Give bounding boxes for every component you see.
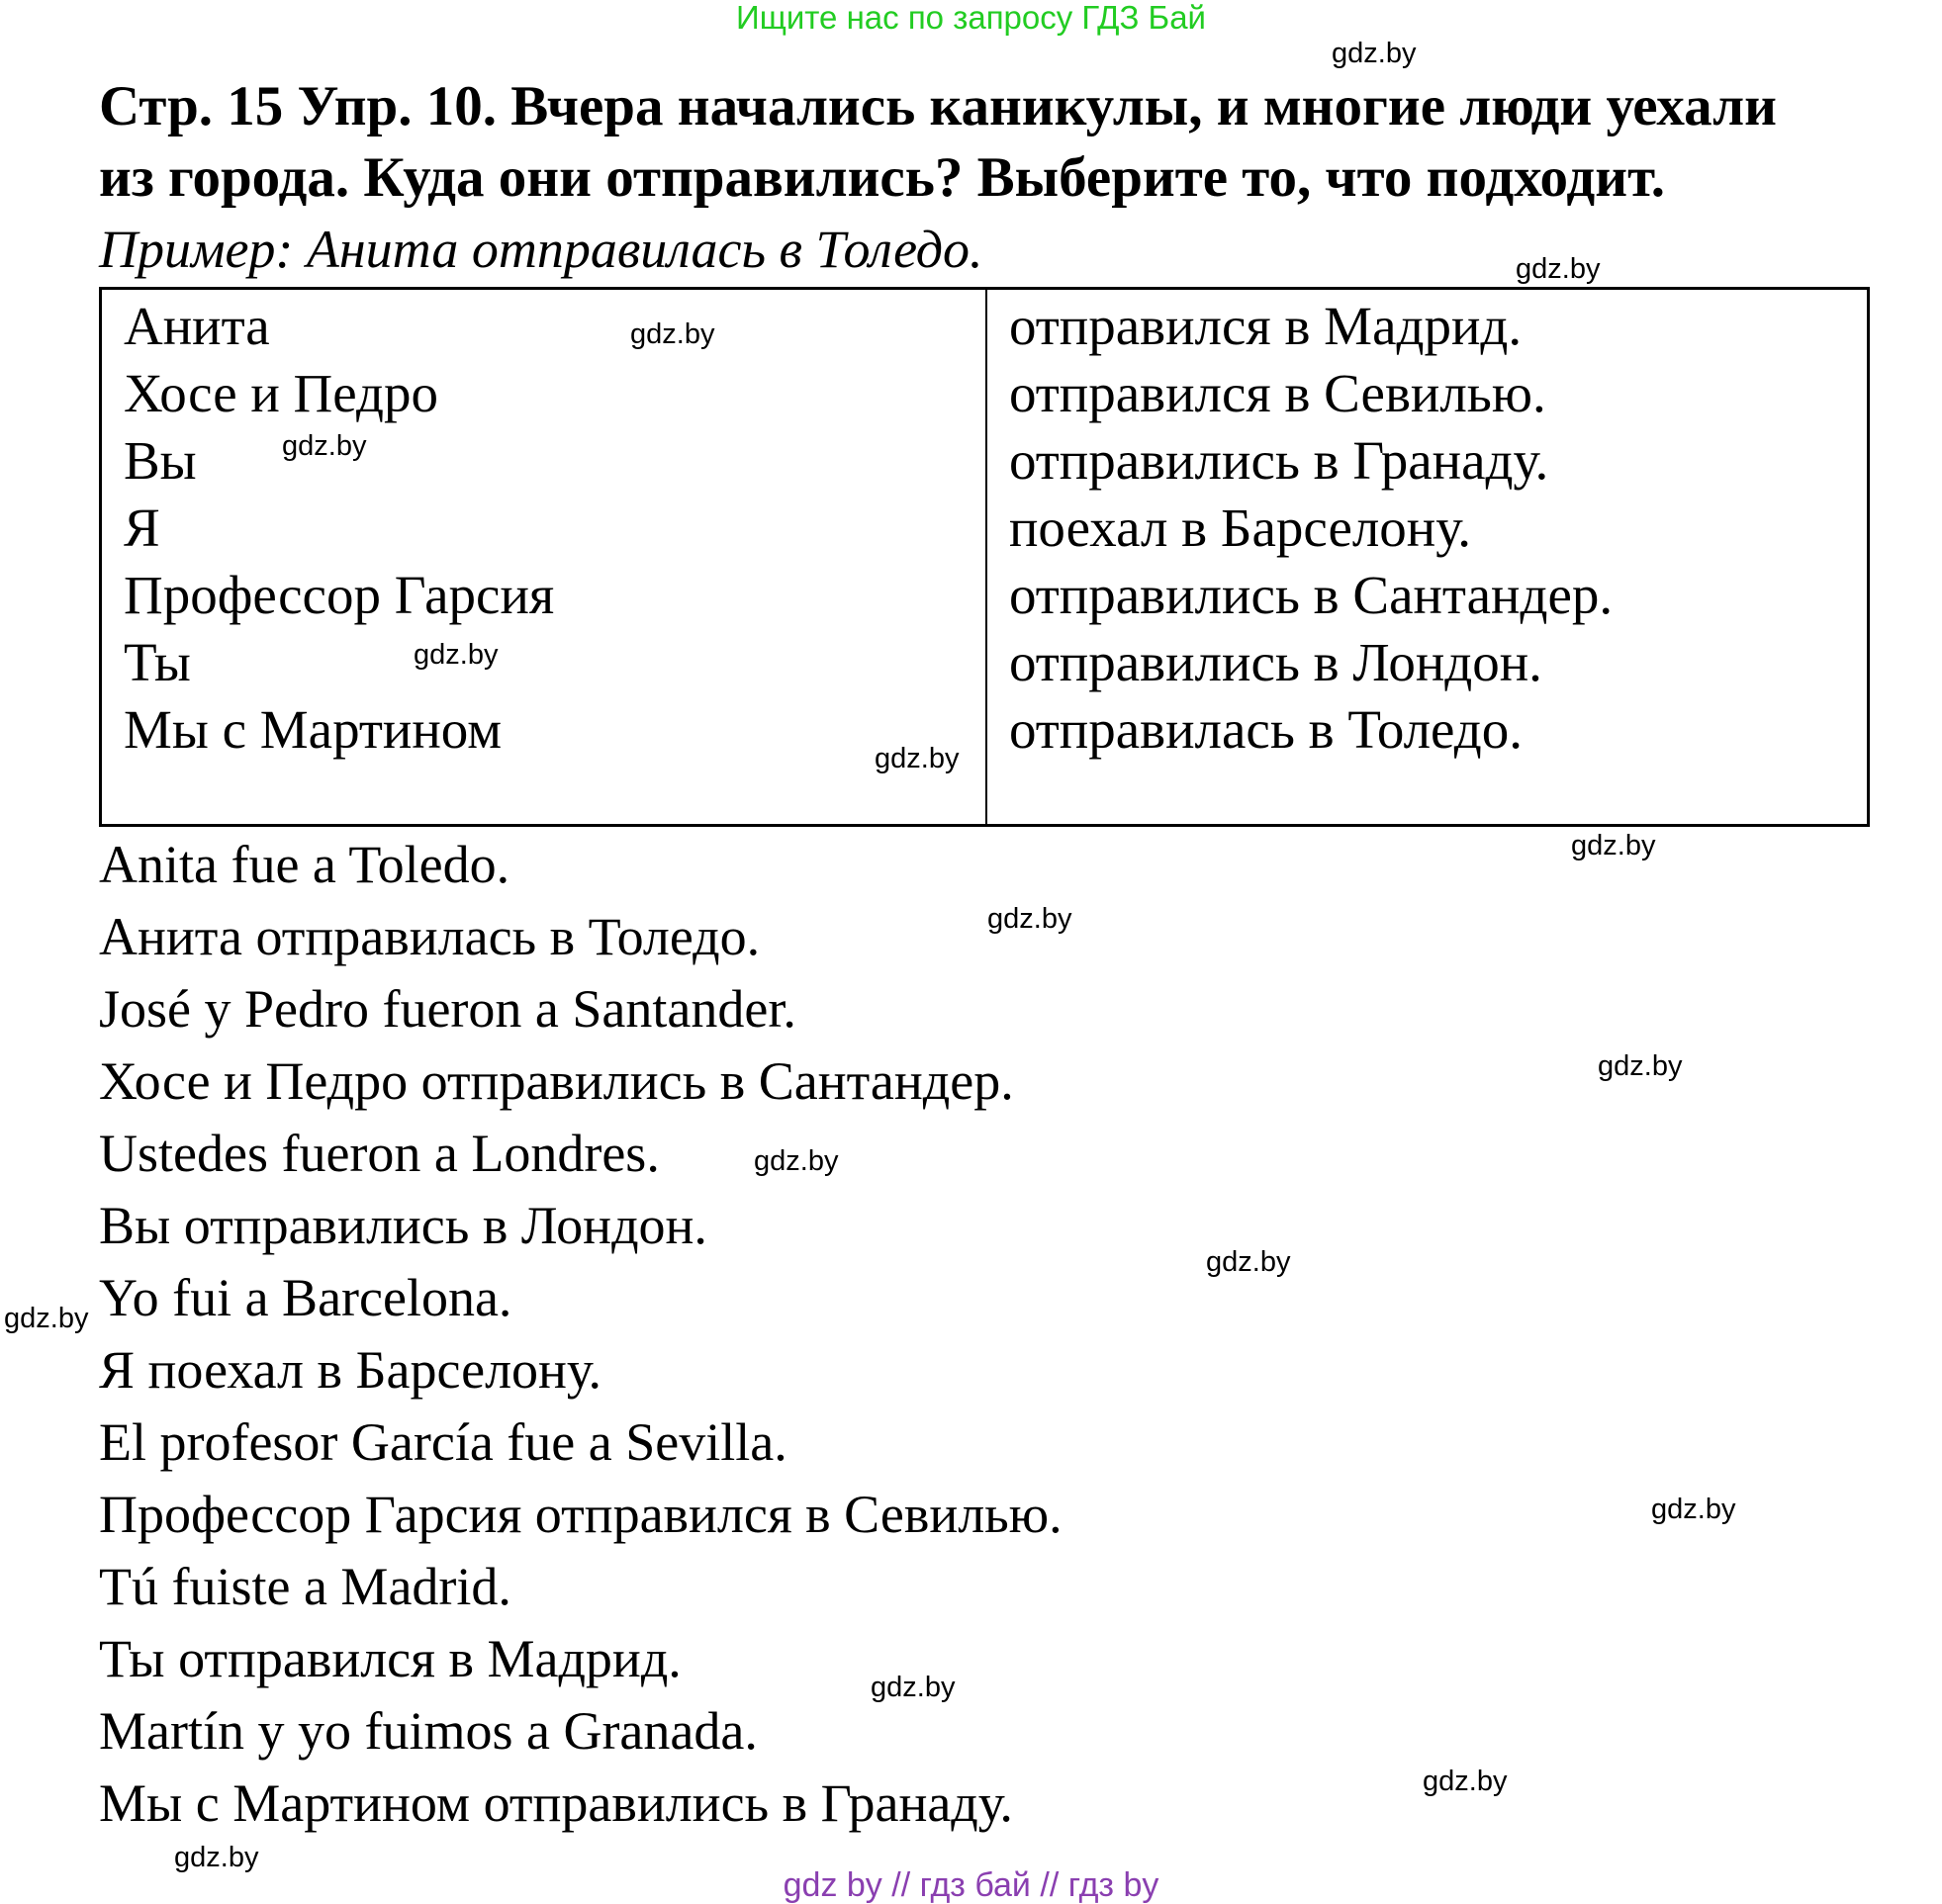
predicate-item: отправилась в Толедо. xyxy=(1009,699,1523,760)
watermark: gdz.by xyxy=(4,1303,89,1334)
answer-line: Профессор Гарсия отправился в Севилью. xyxy=(99,1485,1063,1544)
answer-line: José y Pedro fueron a Santander. xyxy=(99,979,796,1039)
watermark: gdz.by xyxy=(414,639,499,671)
subject-item: Я xyxy=(124,498,160,558)
watermark: gdz.by xyxy=(1423,1766,1508,1797)
answer-line: Вы отправились в Лондон. xyxy=(99,1196,707,1255)
subject-item: Анита xyxy=(124,296,270,356)
matching-table xyxy=(99,287,1870,827)
subject-item: Хосе и Педро xyxy=(124,363,438,423)
watermark: gdz.by xyxy=(174,1842,259,1873)
answer-line: Хосе и Педро отправились в Сантандер. xyxy=(99,1051,1014,1111)
watermark: gdz.by xyxy=(871,1672,956,1703)
answer-line: Tú fuiste a Madrid. xyxy=(99,1557,511,1616)
subjects-column xyxy=(102,290,987,824)
answer-line: Мы с Мартином отправились в Гранаду. xyxy=(99,1773,1013,1833)
subject-item: Вы xyxy=(124,430,197,491)
predicate-item: отправились в Лондон. xyxy=(1009,632,1542,692)
subject-item: Ты xyxy=(124,632,191,692)
predicate-item: отправились в Гранаду. xyxy=(1009,430,1549,491)
answer-line: Martín y yo fuimos a Granada. xyxy=(99,1701,758,1761)
title-line: Стр. 15 Упр. 10. Вчера начались каникулы, и многие люди уехали xyxy=(99,75,1777,137)
watermark: gdz.by xyxy=(1332,38,1417,69)
predicate-item: отправился в Севилью. xyxy=(1009,363,1546,423)
footer-links: gdz by // гдз бай // гдз by xyxy=(783,1866,1159,1904)
watermark: gdz.by xyxy=(282,430,367,462)
search-banner: Ищите нас по запросу ГДЗ Бай xyxy=(736,0,1206,36)
answer-line: Ты отправился в Мадрид. xyxy=(99,1629,682,1688)
answer-line: Я поехал в Барселону. xyxy=(99,1340,602,1400)
subject-item: Мы с Мартином xyxy=(124,699,503,760)
title-line: из города. Куда они отправились? Выберите то, что подходит. xyxy=(99,146,1666,209)
watermark: gdz.by xyxy=(1206,1246,1291,1278)
exercise-title xyxy=(99,71,1777,214)
watermark: gdz.by xyxy=(1651,1494,1736,1525)
predicates-column xyxy=(987,290,1867,824)
answer-line: Ustedes fueron a Londres. xyxy=(99,1124,660,1183)
answer-line: Anita fue a Toledo. xyxy=(99,835,510,894)
answer-line: El profesor García fue a Sevilla. xyxy=(99,1412,787,1472)
subject-item: Профессор Гарсия xyxy=(124,565,555,625)
watermark: gdz.by xyxy=(987,903,1072,935)
watermark: gdz.by xyxy=(1516,253,1601,285)
watermark: gdz.by xyxy=(754,1145,839,1177)
predicate-item: отправился в Мадрид. xyxy=(1009,296,1523,356)
watermark: gdz.by xyxy=(1598,1050,1683,1082)
answer-line: Yo fui a Barcelona. xyxy=(99,1268,512,1327)
watermark: gdz.by xyxy=(875,743,960,774)
watermark: gdz.by xyxy=(630,318,715,350)
example-sentence: Пример: Анита отправилась в Толедо. xyxy=(99,220,983,279)
predicate-item: отправились в Сантандер. xyxy=(1009,565,1614,625)
watermark: gdz.by xyxy=(1571,830,1656,861)
predicate-item: поехал в Барселону. xyxy=(1009,498,1471,558)
answer-line: Анита отправилась в Толедо. xyxy=(99,907,761,966)
